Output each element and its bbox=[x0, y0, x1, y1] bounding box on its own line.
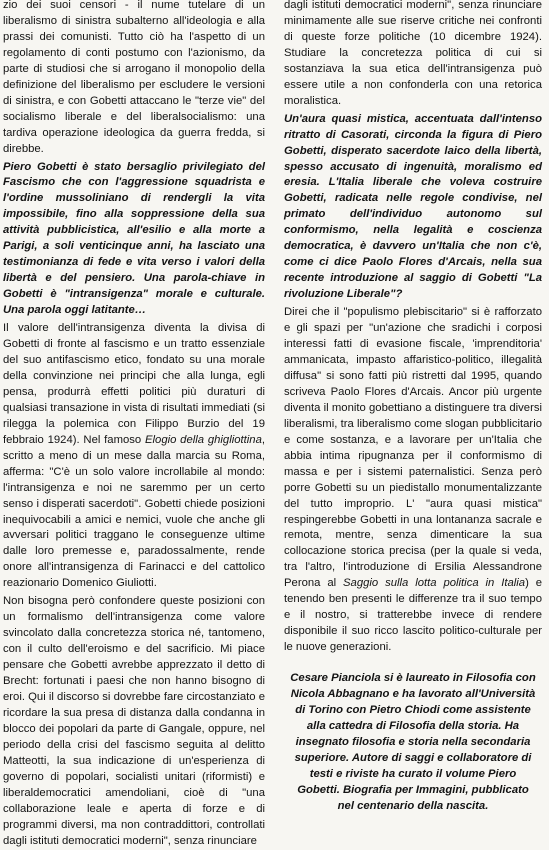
paragraph: zio dei suoi censori - il nume tutelare di un liberalismo di sinistra subalterno all'ideologia e alla prassi dei comunisti. Tutto ciò ha l'aspetto di un regolamento di conti postumo con l'azionismo, da parte di studiosi che si arrogano il monopolio della definizione del liberalismo per escludere le versioni di sinistra, e con Gobetti attaccano le "terze vie" del socialismo liberale e del liberalsocialismo: una tardiva operazione ideologica da guerra fredda, si direbbe. bbox=[3, 0, 265, 155]
paragraph-text: Direi che il "populismo plebiscitario" si è rafforzato e gli spazi per "un'azione che sradichi i corposi interessi fatti di evasione fiscale, 'imprenditoria' ammanicata, impasto affaristico-politico, illegalità diffusa" si sono fatti più ristretti dal 1995, quando scriveva Paolo Flores d'Arcais. Ancor più urgente diventa il monito gobettiano a distinguere tra diversi liberalismi, tra liberalismo come slogan pubblicitario e come sostanza, e a lavorare per un'Italia che abbia intima ripugnanza per il conformismo di massa e per i sistemi paternalistici. Senza però porre Gobetti su un piedistallo monumentalizzante del tutto improprio. L' "aura quasi mistica" respingerebbe Gobetti in una lontananza sacrale e remota, mentre, senza dimenticare la sua collocazione storica precisa (per la quale si veda, tra l'altro, l'introduzione di Ersilia Alessandrone Perona al bbox=[284, 306, 542, 590]
paragraph: Non bisogna però confondere queste posizioni con un formalismo dell'intransigenza come valore svincolato dalla concretezza storica né, tantomeno, con il culto dell'eroismo e del sacrificio. Mi piace pensare che Gobetti avrebbe apprezzato il detto di Brecht: fortunati i paesi che non hanno bisogno di eroi. Qui il discorso si dovrebbe fare circostanziato e ricordare la sua presa di distanza dalla condanna in blocco dei popolari da parte di Gangale, oppure, nel periodo della crisi del fascismo seguita al delitto Matteotti, la sua indicazione di un'esperienza di governo di popolari, socialisti unitari (riformisti) e liberaldemocratici amendoliani, cioè di "una collaborazione leale e aperta di forze e di programmi diversi, ma non contraddittori, controllati dagli istituti democratici moderni", senza rinunciare bbox=[3, 595, 265, 847]
left-column bbox=[3, 0, 265, 850]
book-title: Saggio sulla lotta politica in Italia bbox=[343, 577, 526, 590]
paragraph: dagli istituti democratici moderni", senza rinunciare minimamente alle sue riserve critiche nei confronti di queste forze politiche (10 dicembre 1924). Studiare la concretezza politica di cui si sostanziava la sua etica dell'intransigenza può essere utile a non confonderla con una retorica moralistica. bbox=[284, 0, 542, 107]
author-bio: Cesare Pianciola si è laureato in Filosofia con Nicola Abbagnano e ha lavorato all'Università di Torino con Pietro Chiodi come assistente alla cattedra di Filosofia della storia. Ha insegnato filosofia e storia nella secondaria superiore. Autore di saggi e collaboratore di testi e riviste ha curato il volume Piero Gobetti. Biografia per Immagini, pubblicato nel centenario della nascita. bbox=[290, 672, 536, 812]
interview-question: Un'aura quasi mistica, accentuata dall'intenso ritratto di Casorati, circonda la figura di Piero Gobetti, disperato sacerdote laico della libertà, spesso accusato di ingenuità, moralismo ed eresia. L'Italia liberale che voleva costruire Gobetti, radicata nelle regole condivise, nel primato dell'individuo autonomo sul conformismo, nella legalità e coscienza democratica, è davvero un'Italia che non c'è, come ci dice Paolo Flores d'Arcais, nella sua recente introduzione al saggio di Gobetti "La rivoluzione Liberale"? bbox=[284, 112, 542, 301]
book-title: Elogio della ghigliottina bbox=[145, 433, 262, 446]
paragraph bbox=[3, 321, 265, 592]
paragraph-text: Il valore dell'intransigenza diventa la divisa di Gobetti di fronte al fascismo e un tratto essenziale del suo antifascismo etico, fondato su una morale della convinzione nei principi che alla lunga, egli pensa, produrrà effetti politici più duraturi di qualsiasi transazione in vista di risultati immediati (si rilegga la polemica con Filippo Burzio del 19 febbraio 1924). Nel famoso bbox=[3, 322, 265, 446]
right-column bbox=[284, 0, 542, 815]
paragraph-text: , scritto a meno di un mese dalla marcia su Roma, afferma: "C'è un solo valore incrollabile al mondo: l'intransigenza e noi ne saremmo per un certo senso i disperati sacerdoti". Gobetti chiede posizioni inequivocabili a amici e nemici, vuole che anche gli avversari politici traggano le conseguenze ultime dalle loro premesse e, paradossalmente, rende onore all'intransigenza di Farinacci e del cattolico reazionario Domenico Giuliotti. bbox=[3, 433, 265, 590]
paragraph-text: ) e tenendo ben presenti le differenze tra il suo tempo e il nostro, si tratterebbe invece di rendere disponibile il suo ricco lascito politico-culturale per le nuove generazioni. bbox=[284, 577, 542, 654]
paragraph bbox=[284, 305, 542, 656]
interview-question: Piero Gobetti è stato bersaglio privilegiato del Fascismo che con l'aggressione squadrista e l'ordine mussoliniano di rendergli la vita impossibile, fino alla soppressione della sua attività pubblicistica, all'esilio e alla morte a Parigi, a soli venticinque anni, ha lasciato una testimonianza di fede e vita verso i valori della libertà e del pensiero. Una parola-chiave in Gobetti è "intransigenza" morale e culturale. Una parola oggi latitante… bbox=[3, 160, 265, 317]
